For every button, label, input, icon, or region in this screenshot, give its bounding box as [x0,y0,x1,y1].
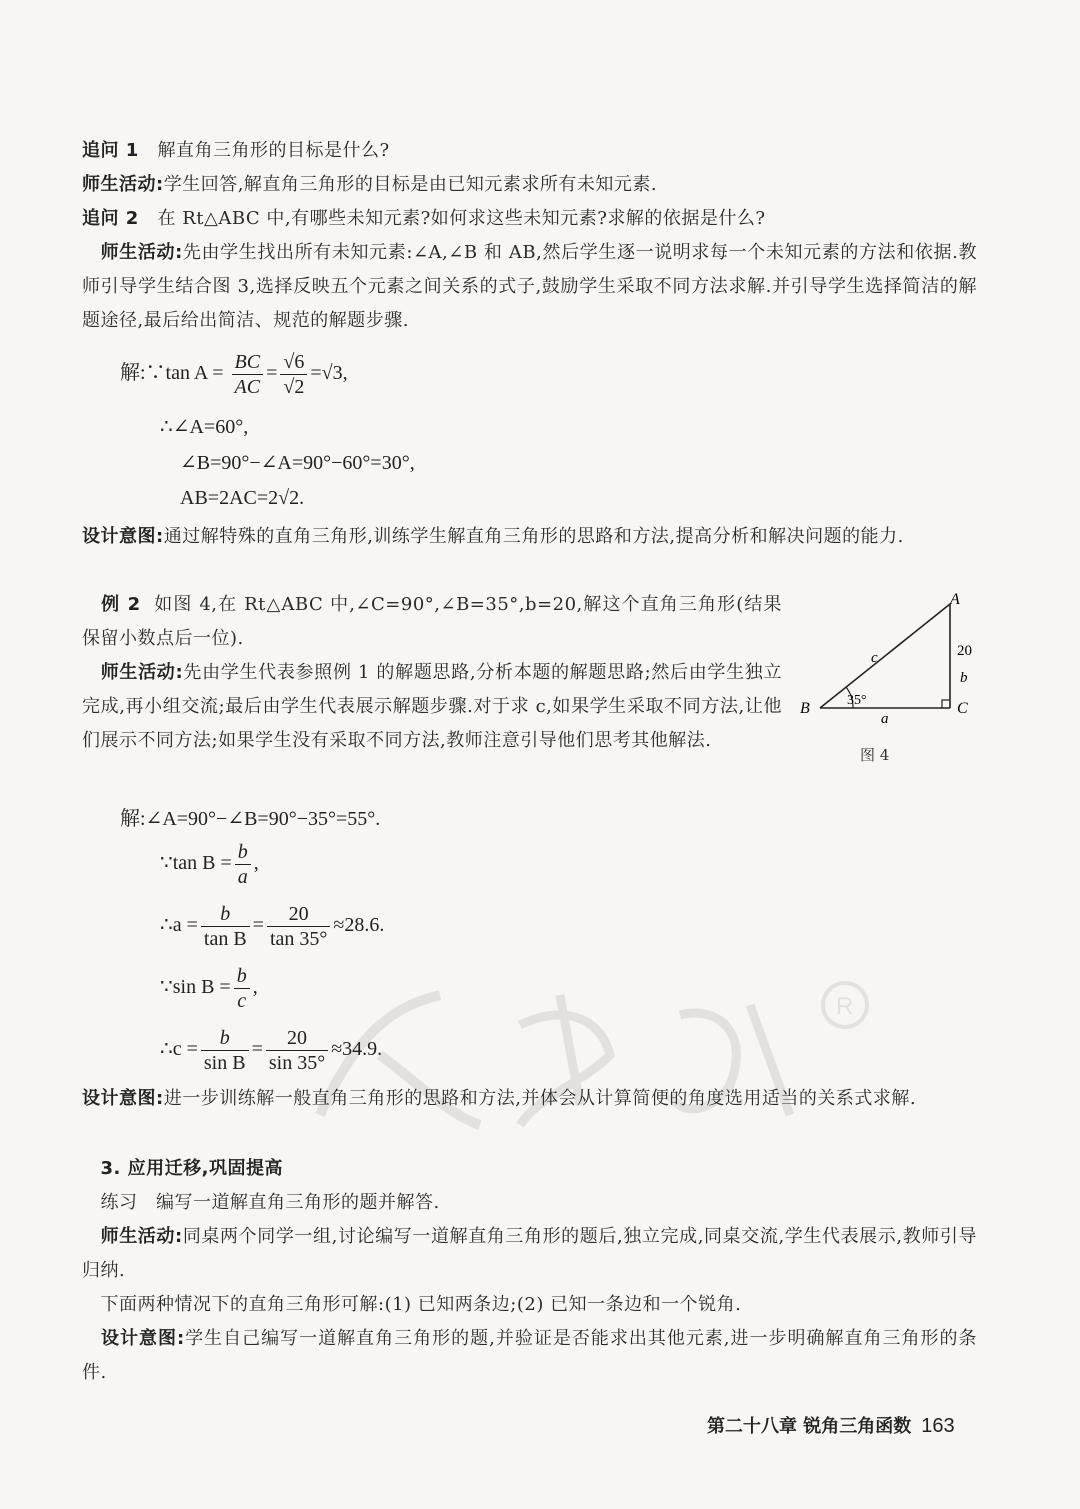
svg-text:R: R [836,993,854,1020]
activity-paragraph-3 [82,656,782,758]
page-footer [707,1412,955,1438]
followup-question-2 [82,202,977,236]
solution-2-line-3: ∴a = $\frac{b}{\text{tan B}}$ = $\frac{20}{\tan 35^\circ}$ ≈28.6. [160,903,385,950]
design-intent-2 [82,1082,977,1116]
line-suffix: ≈28.6. [333,914,385,937]
followup-question-1 [82,134,977,168]
design-text: 进一步训练解一般直角三角形的思路和方法,并体会从计算简便的角度选用适当的关系式求解. [163,1088,917,1109]
frac-den: sin 35° [268,1052,326,1074]
frac-den: a [237,866,248,888]
vertex-a-label: A [950,591,960,608]
activity-label: 师生活动: [100,1226,183,1247]
practice [82,1186,977,1220]
fraction-bc-ac [232,350,264,399]
activity-text: 学生回答,解直角三角形的目标是由已知元素求所有未知元素. [163,174,658,195]
vertex-b-label: B [800,700,810,717]
design-text: 学生自己编写一道解直角三角形的题,并验证是否能求出其他元素,进一步明确解直角三角形的条件. [82,1328,977,1383]
line-prefix: ∵sin B = [160,976,231,999]
activity-label: 师生活动: [100,242,183,263]
frac-num: BC [234,351,261,373]
design-label: 设计意图: [82,526,164,547]
solution-1-line-4: AB=2AC=2√2. [180,487,305,509]
followup-text: 在 Rt△ABC 中,有哪些未知元素?如何求这些未知元素?求解的依据是什么? [157,208,766,229]
sol1-result: =√3, [310,362,348,385]
followup-label: 追问 1 [82,140,139,161]
right-angle-mark [942,700,950,708]
angle-label: 35° [847,693,867,708]
chapter-title: 第二十八章 锐角三角函数 [707,1416,912,1437]
line-suffix: , [252,976,258,999]
design-intent-3 [82,1322,977,1390]
frac-num: b [236,965,247,987]
design-text: 通过解特殊的直角三角形,训练学生解直角三角形的思路和方法,提高分析和解决问题的能力. [163,526,904,547]
fraction-b-a [235,840,251,889]
design-intent-1 [82,520,977,554]
line-prefix: ∵tan B = [160,852,232,875]
solution-2-line-4 [160,964,258,1013]
followup-label: 追问 2 [82,208,139,229]
frac-num: √6 [280,350,307,375]
activity-text: 同桌两个同学一组,讨论编写一道解直角三角形的题后,独立完成,同桌交流,学生代表展示,教师引导归纳. [82,1226,978,1281]
design-label: 设计意图: [82,1088,164,1109]
solution-2-line-5: ∴c = $\frac{b}{\text{sin B}}$ = $\frac{20}{\sin 35^\circ}$ ≈34.9. [160,1027,383,1074]
fraction-b-sinb [201,1026,249,1075]
fraction-20-sin35 [266,1026,328,1075]
frac-den: tan 35° [269,928,328,950]
line-prefix: ∴a = [160,914,198,937]
side-b-label: b [960,670,968,686]
page-number: 163 [921,1415,955,1437]
side-c [820,604,950,708]
side-c-label: c [871,650,878,666]
section-label: 3. 应用迁移,巩固提高 [100,1158,283,1179]
frac-num: 20 [266,1026,328,1051]
fraction-b-c [234,964,250,1013]
frac-den: tan B [203,928,247,950]
conditions-text: 下面两种情况下的直角三角形可解:(1) 已知两条边;(2) 已知一条边和一个锐角. [100,1294,742,1315]
solution-1-line-1: 解:∵tan A = $\frac{BC}{AC}$ = $\frac{√6}{√2}$ =√3, [120,351,348,398]
solution-2-line-2 [160,840,259,889]
activity-paragraph-4 [82,1220,977,1288]
frac-num: b [219,1027,230,1049]
frac-den: √2 [283,376,305,398]
fraction-20-tan35 [267,902,330,951]
design-label: 设计意图: [100,1328,185,1349]
sol1-prefix: 解:∵tan A = [120,362,224,385]
line-prefix: ∴c = [160,1038,198,1061]
frac-den: c [237,990,247,1012]
figure-4-triangle [795,590,995,770]
side-a-label: a [881,711,889,727]
example-text: 如图 4,在 Rt△ABC 中,∠C=90°,∠B=35°,b=20,解这个直角三角形(结果保留小数点后一位). [82,594,782,649]
fraction-b-tanb [201,902,250,951]
activity-text: 先由学生找出所有未知元素:∠A,∠B 和 AB,然后学生逐一说明求每一个未知元素的方法和依据.教师引导学生结合图 3,选择反映五个元素之间关系的式子,鼓励学生采取不同方法求解.并引导学生选择简洁的解题途径,最后给出简洁、规范的解题步骤. [82,242,977,331]
figure-caption: 图 4 [860,746,890,764]
fraction-root6-root2 [280,350,307,399]
example-2 [82,588,782,656]
frac-den: AC [234,376,261,398]
frac-den: sin B [203,1052,246,1074]
solution-2-line-1: 解:∠A=90°−∠B=90°−35°=55°. [120,808,381,830]
side-length-label: 20 [957,643,972,659]
frac-num: b [237,841,248,863]
frac-num: b [220,903,231,925]
practice-label: 练习 [100,1192,138,1213]
practice-text: 编写一道解直角三角形的题并解答. [156,1192,440,1213]
section-heading [82,1152,977,1186]
example-label: 例 2 [100,594,141,615]
activity-label: 师生活动: [100,662,184,683]
frac-num: 20 [267,902,330,927]
solution-1-line-3: ∠B=90°−∠A=90°−60°=30°, [180,452,415,474]
activity-label: 师生活动: [82,174,164,195]
followup-text: 解直角三角形的目标是什么? [157,140,390,161]
line-suffix: , [253,852,259,875]
activity-paragraph-2 [82,236,977,338]
conditions-paragraph [82,1288,977,1322]
solution-1-line-2: ∴∠A=60°, [160,416,249,438]
line-suffix: ≈34.9. [331,1038,383,1061]
activity-text: 先由学生代表参照例 1 的解题思路,分析本题的解题思路;然后由学生独立完成,再小组交流;最后由学生代表展示解题步骤.对于求 c,如果学生采取不同方法,让他们展示不同方法;如果学生没有采取不同方法,教师注意引导他们思考其他解法. [82,662,782,751]
activity-paragraph-1 [82,168,977,202]
vertex-c-label: C [957,700,968,717]
